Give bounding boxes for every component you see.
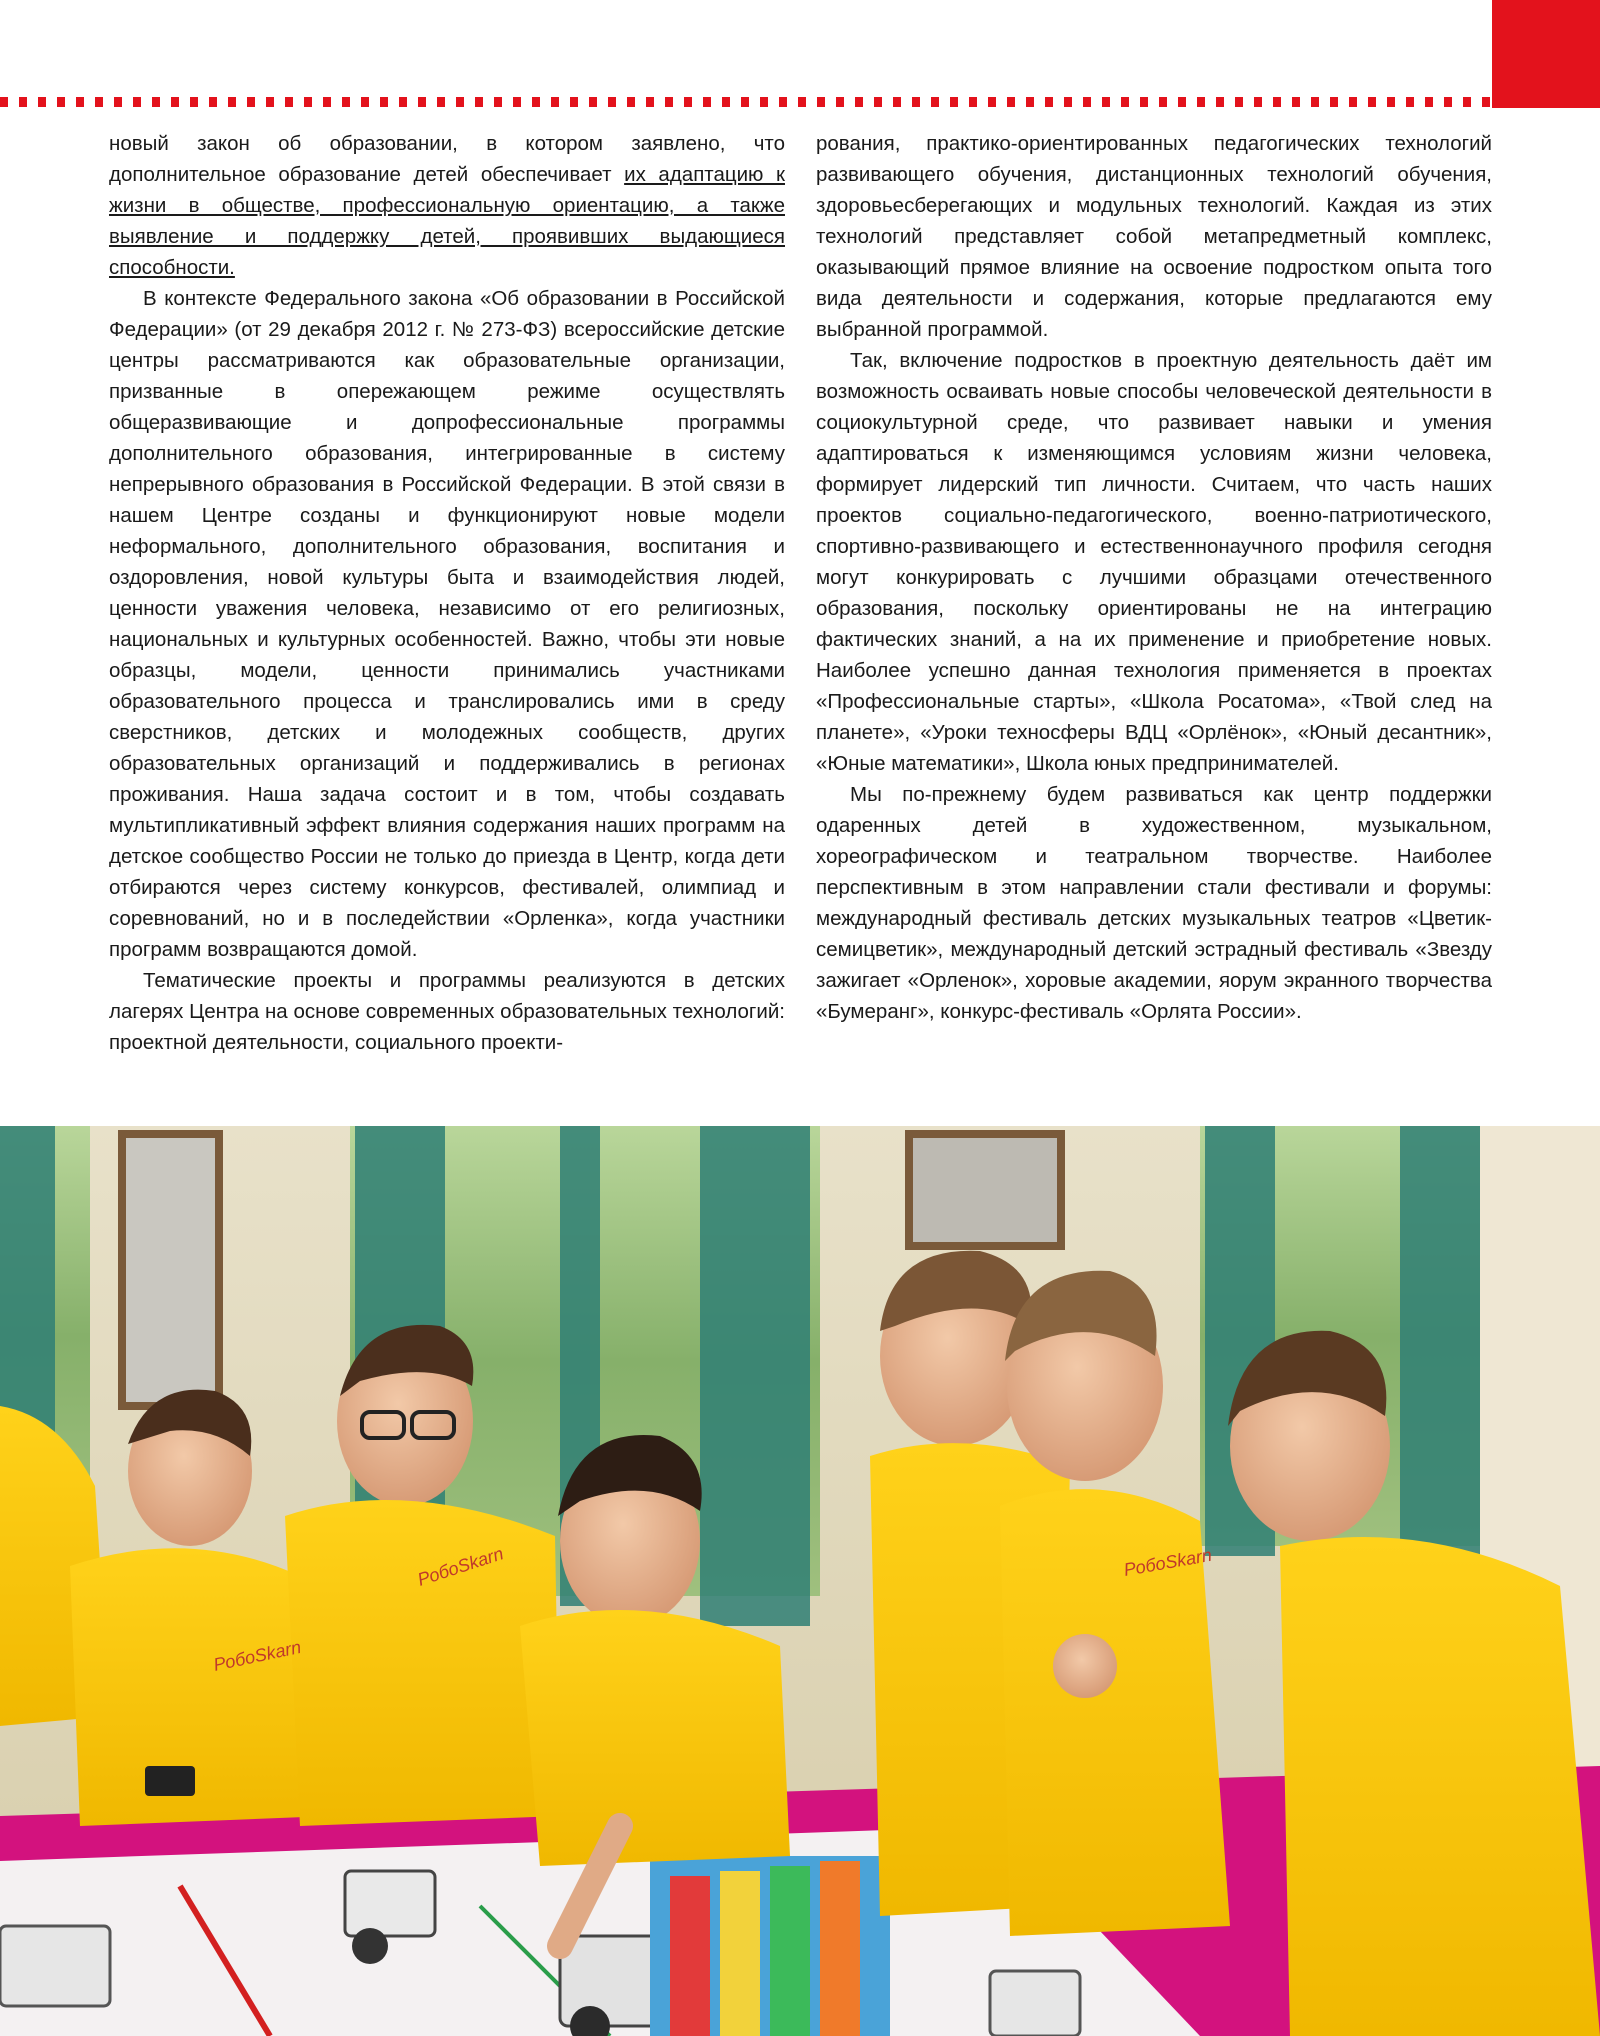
left-paragraph-2: В контексте Федерального закона «Об образовании в Российской Федерации» (от 29 декабря 2012 г. № 273-ФЗ) всероссийские детские центры рассматриваются как образовательные организации, призванные в опережающем режиме осуществлять общеразвивающие и допрофессиональные программы дополнительного образования, интегрированные в систему непрерывного образования в Российской Федерации. В этой связи в нашем Центре созданы и функционируют новые модели неформального, дополнительного образования, воспитания и оздоровления, новой культуры быта и взаимодействия людей, ценности уважения человека, независимо от его религиозных, национальных и культурных особенностей. Важно, чтобы эти новые образцы, модели, ценности принимались участниками образовательного процесса и транслировались ими в среду сверстников, детских и молодежных сообществ, других образовательных организаций и поддерживались в регионах проживания. Наша задача состоит и в том, чтобы создавать мультипликативный эффект влияния содержания наших программ на детское сообщество России не только до приезда в Центр, когда дети отбираются через систему конкурсов, фестивалей, олимпиад и соревнований, но и в последействии «Орленка», когда участники программ возвращаются домой.: [109, 287, 785, 961]
left-text-column: [109, 128, 785, 1058]
right-paragraph-1: рования, практико-ориентированных педагогических технологий развивающего обучения, дистанционных технологий обучения, здоровьесберегающих и модульных технологий. Каждая из этих технологий представляет собой метапредметный комплекс, оказывающий прямое влияние на освоение подростком опыта того вида деятельности и содержания, которые предлагаются ему выбранной программой.: [816, 132, 1492, 341]
right-text-column: [816, 128, 1492, 1027]
svg-text:РобоSkarn: РобоSkarn: [415, 1543, 506, 1590]
right-paragraph-3: Мы по-прежнему будем развиваться как центр поддержки одаренных детей в художественном, музыкальном, хореографическом и театральном творчестве. Наиболее перспективным в этом направлении стали фестивали и форумы: международный фестиваль детских музыкальных театров «Цветик-семицветик», международный детский эстрадный фестиваль «Звезду зажигает «Орленок», хоровые академии, яорум экранного творчества «Бумеранг», конкурс-фестиваль «Орлята России».: [816, 783, 1492, 1023]
children-robotics-photo: [0, 1126, 1600, 2036]
dotted-header-rule: [0, 97, 1490, 107]
left-p1-text: новый закон об образовании, в котором заявлено, что дополнительное образование детей обеспечивает: [109, 132, 785, 186]
left-paragraph-1: [109, 128, 785, 283]
left-paragraph-3: Тематические проекты и программы реализуются в детских лагерях Центра на основе современных образовательных технологий: проектной деятельности, социального проекти-: [109, 969, 785, 1054]
right-paragraph-2: Так, включение подростков в проектную деятельность даёт им возможность осваивать новые способы человеческой деятельности в социокультурной среде, что развивает навыки и умения адаптироваться к изменяющимся условиям жизни человека, формирует лидерский тип личности. Считаем, что часть наших проектов социально-педагогического, военно-патриотического, спортивно-развивающего и естественнонаучного профиля сегодня могут конкурировать с лучшими образцами отечественного образования, поскольку ориентированы не на интеграцию фактических знаний, а на их применение и приобретение новых. Наиболее успешно данная технология применяется в проектах «Профессиональные старты», «Школа Росатома», «Твой след на планете», «Уроки техносферы ВДЦ «Орлёнок», «Юный десантник», «Юные математики», Школа юных предпринимателей.: [816, 349, 1492, 775]
svg-text:РобоSkarn: РобоSkarn: [1122, 1544, 1214, 1580]
corner-accent-block: [1492, 0, 1600, 108]
svg-text:РобоSkarn: РобоSkarn: [211, 1636, 303, 1675]
left-p1-underlined-text: их адаптацию к жизни в обществе, профессиональную ориентацию, а также выявление и поддержку детей, проявивших выдающиеся способности.: [109, 163, 785, 279]
